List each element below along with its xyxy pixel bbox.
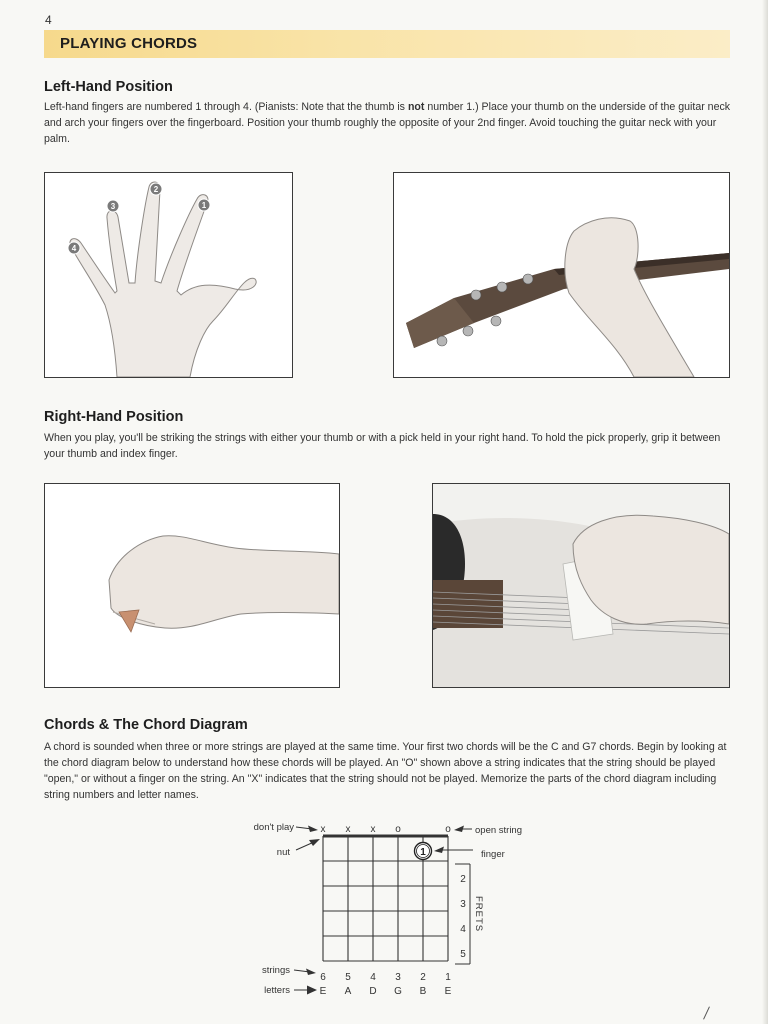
- fret-number-3: 3: [460, 899, 466, 910]
- string-number-6: 6: [320, 972, 326, 983]
- strumming-illustration: [433, 484, 729, 687]
- photo-left-hand-fingers: [44, 172, 293, 378]
- page-edge: [762, 0, 768, 1024]
- string-letter-e-low: E: [319, 986, 327, 997]
- label-finger: finger: [481, 849, 505, 860]
- fret-number-4: 4: [460, 924, 466, 935]
- label-strings: strings: [262, 965, 290, 976]
- page-mark: [703, 1006, 710, 1019]
- string-number-5: 5: [345, 972, 351, 983]
- top-mark-string-4: x: [370, 824, 376, 835]
- left-hand-text: [44, 99, 734, 147]
- finger-label-3: 3: [110, 202, 116, 211]
- left-hand-text-part2: number 1.) Place your thumb on the underside of the guitar neck and arch your fingers over the fingerboard. Position your thumb roughly the opposite of your 2nd finger. Avoid touching the guitar neck with your palm.: [44, 101, 731, 145]
- string-letter-d: D: [369, 986, 377, 997]
- top-mark-string-3: o: [395, 824, 401, 835]
- arrow-icon: [308, 826, 318, 833]
- label-open-string: open string: [475, 825, 523, 836]
- right-hand-text: When you play, you'll be striking the strings with either your thumb or with a pick held in your right hand. To hold the pick properly, grip it between your thumb and index finger.: [44, 432, 721, 460]
- string-letter-a: A: [344, 986, 352, 997]
- chord-diagram-svg: [240, 814, 540, 1004]
- finger-label-4: 4: [71, 244, 77, 253]
- photo-guitar-neck-grip: [393, 172, 730, 378]
- photo-holding-pick: [44, 483, 340, 688]
- finger-label-1: 1: [201, 201, 207, 210]
- string-letter-g: G: [394, 986, 402, 997]
- pick-grip-illustration: [45, 484, 339, 687]
- photo-strumming-guitar: [432, 483, 730, 688]
- right-hand-heading: Right-Hand Position: [44, 409, 184, 425]
- finger-number: 1: [420, 847, 426, 858]
- arrow-icon: [307, 986, 317, 995]
- fret-number-5: 5: [460, 949, 466, 960]
- chords-heading: Chords & The Chord Diagram: [44, 717, 248, 733]
- top-mark-string-6: x: [320, 824, 326, 835]
- chords-text: A chord is sounded when three or more strings are played at the same time. Your first two chords will be the C and G7 chords. Begin by looking at the chord diagram below to understand how these chords will be played. An "O" shown above a string indicates that the string should be played "open," or without a finger on the string. An "X" indicates that the string should not be played. Memorize the parts of the chord diagram including string numbers and letter names.: [44, 741, 727, 801]
- label-frets: FRETS: [473, 896, 484, 933]
- string-number-1: 1: [445, 972, 451, 983]
- label-dont-play: don't play: [253, 822, 294, 833]
- string-number-4: 4: [370, 972, 376, 983]
- string-letter-e-high: E: [444, 986, 452, 997]
- top-mark-string-1: o: [445, 824, 451, 835]
- guitar-neck-illustration: [394, 173, 729, 377]
- left-hand-heading: Left-Hand Position: [44, 79, 173, 95]
- finger-label-2: 2: [153, 185, 159, 194]
- fret-number-2: 2: [460, 874, 466, 885]
- string-number-3: 3: [395, 972, 401, 983]
- string-letter-b: B: [419, 986, 427, 997]
- string-number-2: 2: [420, 972, 426, 983]
- page-number: 4: [45, 13, 52, 27]
- hand-illustration: [45, 173, 292, 377]
- section-banner: [44, 30, 730, 58]
- arrow-icon: [309, 839, 320, 846]
- label-letters: letters: [264, 985, 290, 996]
- arrow-icon: [306, 969, 316, 976]
- banner-title: PLAYING CHORDS: [60, 35, 198, 52]
- left-hand-text-bold: not: [407, 101, 425, 113]
- top-mark-string-5: x: [345, 824, 351, 835]
- left-hand-text-part1: Left-hand fingers are numbered 1 through 4. (Pianists: Note that the thumb is: [44, 101, 408, 113]
- chord-diagram: [240, 814, 540, 1004]
- label-nut: nut: [276, 847, 290, 858]
